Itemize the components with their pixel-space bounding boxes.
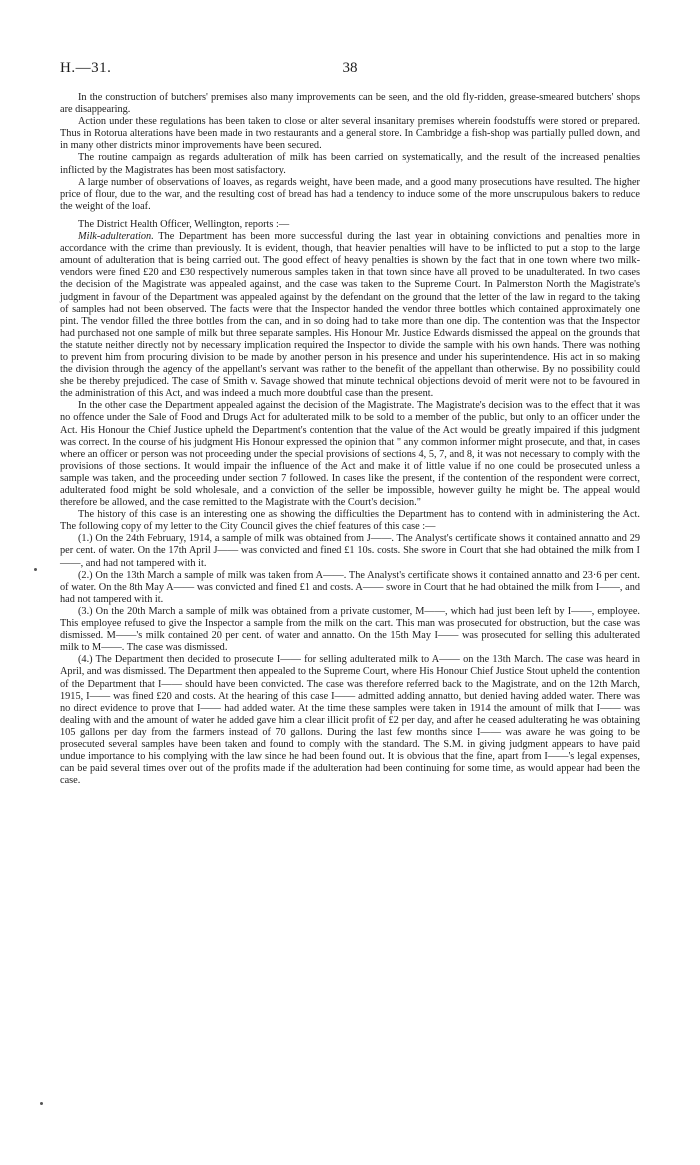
- paragraph-other-case: In the other case the Department appealed against the decision of the Magistrate. The Magistrate's decision was to the effect that it was no offence under the Sale of Food and Drugs Act for adulterated milk to be sold to a member of the public, but only to an officer under the Act. His Honour the Chief Justice upheld the Department's contention that the value of the Act would be greatly impaired if this judgment was correct. In the course of his judgment His Honour expressed the opinion that " any common informer might prosecute, and that, in cases where an officer or person was not proceeding under the special provisions of sections 4, 5, 7, and 8, it was not necessary to comply with the provisions of those sections. It would impair the influence of the Act and make it of little value if no one could be prosecuted unless a sample was taken, and the proceeding under section 7 followed. In cases like the present, if the contention of the respondent were correct, adulterated food might be sold wholesale, and a conviction of the seller be impossible, however guilty he might be. The appeal would therefore be allowed, and the case remitted to the Magistrate with the Court's decision.": [60, 400, 640, 509]
- case-item-1: (1.) On the 24th February, 1914, a sample of milk was obtained from J——. The Analyst's certificate shows it contained annatto and 29 per cent. of water. On the 17th April J—— was convicted and fined £1 10s. costs. She swore in Court that she had obtained the milk from I——, and had not tampered with it.: [60, 533, 640, 569]
- milk-adulteration-heading: Milk-adulteration.: [78, 231, 154, 243]
- paragraph-milk-campaign: The routine campaign as regards adulteration of milk has been carried on systematically, and the result of the increased penalties inflicted by the Magistrates has been most satisfactory.: [60, 152, 640, 176]
- margin-speck: [34, 568, 37, 571]
- paragraph-wellington-intro: The District Health Officer, Wellington, reports :—: [78, 218, 290, 230]
- paragraph-butchers: In the construction of butchers' premises also many improvements can be seen, and the old fly-ridden, grease-smeared butchers' shops are disappearing.: [60, 92, 640, 116]
- document-body: [60, 92, 640, 787]
- case-item-2: (2.) On the 13th March a sample of milk was taken from A——. The Analyst's certificate shows it contained annatto and 23·6 per cent. of water. On the 8th May A—— was convicted and fined £1 and costs. A—— swore in Court that he had obtained the milk from I——, and had not tampered with it.: [60, 569, 640, 605]
- paragraph-insanitary-premises: Action under these regulations has been taken to close or alter several insanitary premises wherein foodstuffs were stored or prepared. Thus in Rotorua alterations have been made in two restaurants and a general store. In Cambridge a fish-shop was partially pulled down, and in many other districts minor improvements have been secured.: [60, 116, 640, 152]
- case-item-3: (3.) On the 20th March a sample of milk was obtained from a private customer, M——, which had just been left by I——, employee. This employee refused to give the Inspector a sample from the milk on the cart. This man was prosecuted for obstruction, but the case was dismissed. M——'s milk contained 20 per cent. of water and annatto. On the 15th May I—— was prosecuted for selling this adulterated milk to M——. The case was dismissed.: [60, 605, 640, 654]
- case-item-4: (4.) The Department then decided to prosecute I—— for selling adulterated milk to A—— on the 13th March. The case was heard in April, and was dismissed. The Department then appealed to the Supreme Court, where His Honour Chief Justice Stout upheld the contention of the Department that I—— should have been convicted. The case was therefore referred back to the Magistrate, and on the 12th March, 1915, I—— was fined £20 and costs. At the hearing of this case I—— admitted adding annatto, but denied having added water. There was no direct evidence to prove that I—— had added water. At the time these samples were taken in 1914 the amount of milk that I—— was dealing with and the amount of water he added gave him a clear illicit profit of £2 per day, and after he ceased adulterating he was obtaining 105 gallons per day from the farmers instead of 70 gallons. During the last few months since I—— was aware he was going to be prosecuted several samples have been taken and found to comply with the standard. The S.M. in giving judgment appears to have paid undue importance to his complying with the law since he had been found out. It is obvious that the fine, apart from I——'s legal expenses, can be paid several times over out of the profits made if the adulteration had been continuing for some time, as would appear had been the case.: [60, 654, 640, 787]
- page-header: [60, 60, 640, 82]
- page-number: 38: [342, 60, 358, 76]
- margin-speck: [40, 1102, 43, 1105]
- paragraph-history: The history of this case is an interesting one as showing the difficulties the Department has to contend with in administering the Act. The following copy of my letter to the City Council gives the chief features of this case :—: [60, 509, 640, 533]
- milk-adulteration-text: The Department has been more successful during the last year in obtaining convictions and penalties more in accordance with the crime than previously. It is evident, though, that heavier penalties will have to be inflicted to put a stop to the large amount of adulteration that is being carried out. The good effect of heavy penalties is shown by the fact that in one town where two milk-vendors were fined £20 and £30 respectively numerous samples taken in that town since have all proved to be unadulterated. In two cases the decision of the Magistrate was appealed against, and the case was taken to the Supreme Court. In Palmerston North the Magistrate's judgment in favour of the Department was appealed against by the defendant on the ground that the letter of the law in regard to the taking of samples had not been observed. The facts were that the Inspector handed the vendor three bottles which contained approximately one pint. The vendor filled the three bottles from the can, and in so doing had to take more than one dip. The contention was that the Inspector had purchased not one sample of milk but three separate samples. His Honour Mr. Justice Edwards dismissed the appeal on the grounds that the statute neither directly not by necessary implication required the Inspector to divide the sample with his own hands. There was nothing to prevent him from procuring division to be made by another person in his presence and under his superintendence. His act in so making the division through the agency of the appellant's servant was rather to the benefit of the appellant than otherwise. By no possibility could she be thereby prejudiced. The case of Smith v. Savage showed that minute technical objections devoid of merit were not to be favoured in the administration of this Act, and was indeed a much more doubtful case than the present.: [60, 231, 640, 400]
- report-reference: H.—31.: [60, 60, 112, 76]
- paragraph-bread-weight: A large number of observations of loaves, as regards weight, have been made, and a good many prosecutions have resulted. The higher price of flour, due to the war, and the resulting cost of bread has had a tendency to induce some of the more unscrupulous bakers to reduce the weight of the loaf.: [60, 176, 640, 212]
- paragraph-milk-adulteration: [60, 231, 640, 400]
